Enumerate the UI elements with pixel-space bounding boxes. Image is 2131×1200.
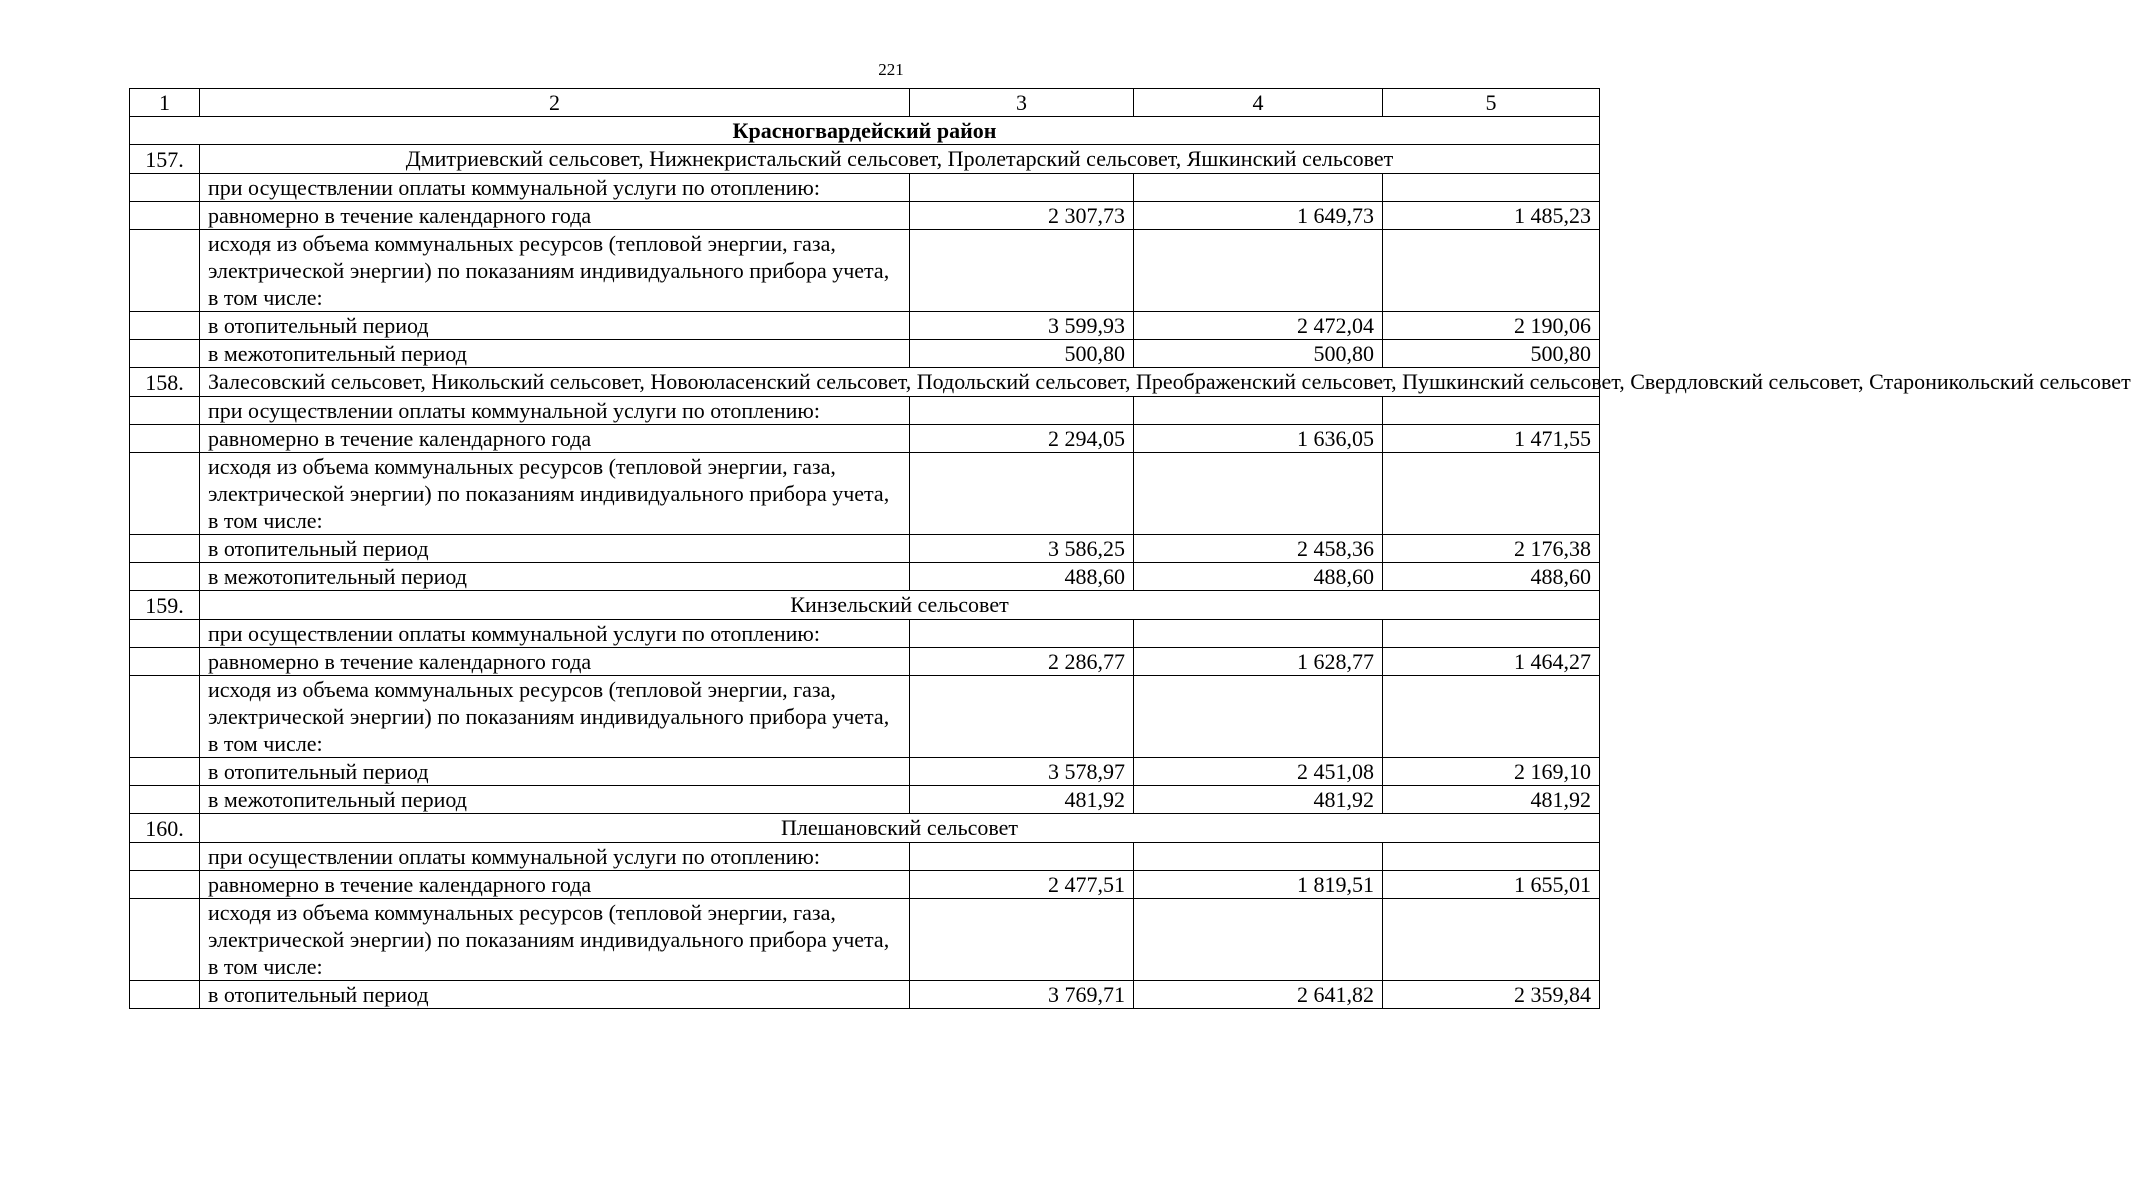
row-number-cell: [130, 758, 200, 786]
value-cell-col5: 500,80: [1383, 340, 1600, 368]
section-number: 160.: [130, 814, 200, 843]
value-cell-col4: [1134, 230, 1383, 312]
section-number: 158.: [130, 368, 200, 397]
value-cell-col5: [1383, 899, 1600, 981]
table-row: [130, 174, 1600, 202]
value-cell-col4: [1134, 620, 1383, 648]
row-label: исходя из объема коммунальных ресурсов (тепловой энергии, газа, электрической энергии) по показаниям индивидуального прибора учета, в том числе:: [200, 899, 910, 981]
row-number-cell: [130, 425, 200, 453]
row-number-cell: [130, 843, 200, 871]
value-cell-col5: 1 471,55: [1383, 425, 1600, 453]
value-cell-col3: 2 307,73: [910, 202, 1134, 230]
value-cell-col4: 2 472,04: [1134, 312, 1383, 340]
table-row: [130, 340, 1600, 368]
row-label: в отопительный период: [200, 535, 910, 563]
row-number-cell: [130, 174, 200, 202]
row-label: в отопительный период: [200, 758, 910, 786]
row-number-cell: [130, 676, 200, 758]
section-title-row: [130, 368, 1600, 397]
value-cell-col4: 1 628,77: [1134, 648, 1383, 676]
table-row: [130, 230, 1600, 312]
column-number: 4: [1134, 89, 1383, 117]
value-cell-col5: [1383, 174, 1600, 202]
value-cell-col4: [1134, 843, 1383, 871]
region-title: Красногвардейский район: [130, 117, 1600, 145]
row-number-cell: [130, 899, 200, 981]
value-cell-col3: 3 578,97: [910, 758, 1134, 786]
column-number: 5: [1383, 89, 1600, 117]
table-row: [130, 202, 1600, 230]
value-cell-col3: [910, 397, 1134, 425]
row-label: в отопительный период: [200, 312, 910, 340]
table-row: [130, 397, 1600, 425]
value-cell-col3: [910, 453, 1134, 535]
row-number-cell: [130, 620, 200, 648]
table-row: [130, 453, 1600, 535]
value-cell-col3: 481,92: [910, 786, 1134, 814]
value-cell-col4: 481,92: [1134, 786, 1383, 814]
value-cell-col3: [910, 676, 1134, 758]
value-cell-col3: 3 586,25: [910, 535, 1134, 563]
row-label: в межотопительный период: [200, 786, 910, 814]
row-label: в отопительный период: [200, 981, 910, 1009]
table-row: [130, 899, 1600, 981]
table-row: [130, 312, 1600, 340]
value-cell-col3: [910, 843, 1134, 871]
value-cell-col5: 2 359,84: [1383, 981, 1600, 1009]
value-cell-col3: [910, 899, 1134, 981]
table-row: [130, 786, 1600, 814]
value-cell-col4: 2 641,82: [1134, 981, 1383, 1009]
section-title: Залесовский сельсовет, Никольский сельсовет, Новоюласенский сельсовет, Подольский сельсовет, Преображенский сельсовет, Пушкинский сельсовет, Свердловский сельсовет, Староникольский сельсовет: [200, 368, 1600, 397]
table-row: [130, 871, 1600, 899]
value-cell-col3: [910, 620, 1134, 648]
section-title-row: [130, 814, 1600, 843]
row-number-cell: [130, 202, 200, 230]
region-row: [130, 117, 1600, 145]
row-label: при осуществлении оплаты коммунальной услуги по отоплению:: [200, 397, 910, 425]
row-number-cell: [130, 871, 200, 899]
value-cell-col5: 2 176,38: [1383, 535, 1600, 563]
value-cell-col3: 488,60: [910, 563, 1134, 591]
value-cell-col5: [1383, 397, 1600, 425]
row-label: при осуществлении оплаты коммунальной услуги по отоплению:: [200, 620, 910, 648]
page-number: 221: [878, 60, 904, 79]
value-cell-col3: 2 294,05: [910, 425, 1134, 453]
table-row: [130, 535, 1600, 563]
row-label: исходя из объема коммунальных ресурсов (тепловой энергии, газа, электрической энергии) по показаниям индивидуального прибора учета, в том числе:: [200, 453, 910, 535]
value-cell-col5: 1 464,27: [1383, 648, 1600, 676]
section-title: Кинзельский сельсовет: [200, 591, 1600, 620]
row-number-cell: [130, 981, 200, 1009]
value-cell-col3: 2 286,77: [910, 648, 1134, 676]
section-title-row: [130, 591, 1600, 620]
section-title-row: [130, 145, 1600, 174]
row-number-cell: [130, 312, 200, 340]
row-label: исходя из объема коммунальных ресурсов (тепловой энергии, газа, электрической энергии) по показаниям индивидуального прибора учета, в том числе:: [200, 676, 910, 758]
value-cell-col5: [1383, 676, 1600, 758]
table-row: [130, 758, 1600, 786]
value-cell-col4: [1134, 174, 1383, 202]
column-number: 3: [910, 89, 1134, 117]
value-cell-col4: [1134, 453, 1383, 535]
table-row: [130, 648, 1600, 676]
table-row: [130, 425, 1600, 453]
value-cell-col4: 500,80: [1134, 340, 1383, 368]
value-cell-col4: 1 819,51: [1134, 871, 1383, 899]
column-number-row: [130, 89, 1600, 117]
section-title: Дмитриевский сельсовет, Нижнекристальский сельсовет, Пролетарский сельсовет, Яшкинский сельсовет: [200, 145, 1600, 174]
value-cell-col5: 488,60: [1383, 563, 1600, 591]
section-number: 159.: [130, 591, 200, 620]
value-cell-col4: 488,60: [1134, 563, 1383, 591]
value-cell-col3: 2 477,51: [910, 871, 1134, 899]
value-cell-col5: 2 190,06: [1383, 312, 1600, 340]
value-cell-col5: 1 485,23: [1383, 202, 1600, 230]
value-cell-col5: [1383, 453, 1600, 535]
row-label: при осуществлении оплаты коммунальной услуги по отоплению:: [200, 843, 910, 871]
table-row: [130, 563, 1600, 591]
value-cell-col5: 2 169,10: [1383, 758, 1600, 786]
section-title: Плешановский сельсовет: [200, 814, 1600, 843]
column-number: 2: [200, 89, 910, 117]
value-cell-col4: [1134, 899, 1383, 981]
row-number-cell: [130, 340, 200, 368]
table-row: [130, 620, 1600, 648]
value-cell-col3: 3 599,93: [910, 312, 1134, 340]
value-cell-col3: [910, 230, 1134, 312]
row-label: равномерно в течение календарного года: [200, 871, 910, 899]
tariff-table: [129, 88, 2131, 1009]
row-number-cell: [130, 535, 200, 563]
section-number: 157.: [130, 145, 200, 174]
value-cell-col5: [1383, 230, 1600, 312]
row-label: равномерно в течение календарного года: [200, 425, 910, 453]
value-cell-col4: 1 649,73: [1134, 202, 1383, 230]
column-number: 1: [130, 89, 200, 117]
row-label: исходя из объема коммунальных ресурсов (тепловой энергии, газа, электрической энергии) по показаниям индивидуального прибора учета, в том числе:: [200, 230, 910, 312]
row-number-cell: [130, 563, 200, 591]
value-cell-col4: 2 458,36: [1134, 535, 1383, 563]
table-row: [130, 843, 1600, 871]
row-label: равномерно в течение календарного года: [200, 202, 910, 230]
row-label: равномерно в течение календарного года: [200, 648, 910, 676]
value-cell-col3: 500,80: [910, 340, 1134, 368]
row-number-cell: [130, 397, 200, 425]
table-body: [130, 89, 2131, 1009]
value-cell-col5: [1383, 843, 1600, 871]
table-row: [130, 676, 1600, 758]
row-label: в межотопительный период: [200, 340, 910, 368]
row-number-cell: [130, 786, 200, 814]
value-cell-col5: 481,92: [1383, 786, 1600, 814]
row-number-cell: [130, 230, 200, 312]
value-cell-col5: [1383, 620, 1600, 648]
value-cell-col4: 2 451,08: [1134, 758, 1383, 786]
value-cell-col3: [910, 174, 1134, 202]
value-cell-col3: 3 769,71: [910, 981, 1134, 1009]
value-cell-col4: [1134, 676, 1383, 758]
row-label: в межотопительный период: [200, 563, 910, 591]
row-label: при осуществлении оплаты коммунальной услуги по отоплению:: [200, 174, 910, 202]
value-cell-col4: 1 636,05: [1134, 425, 1383, 453]
value-cell-col5: 1 655,01: [1383, 871, 1600, 899]
row-number-cell: [130, 648, 200, 676]
row-number-cell: [130, 453, 200, 535]
value-cell-col4: [1134, 397, 1383, 425]
table-row: [130, 981, 1600, 1009]
